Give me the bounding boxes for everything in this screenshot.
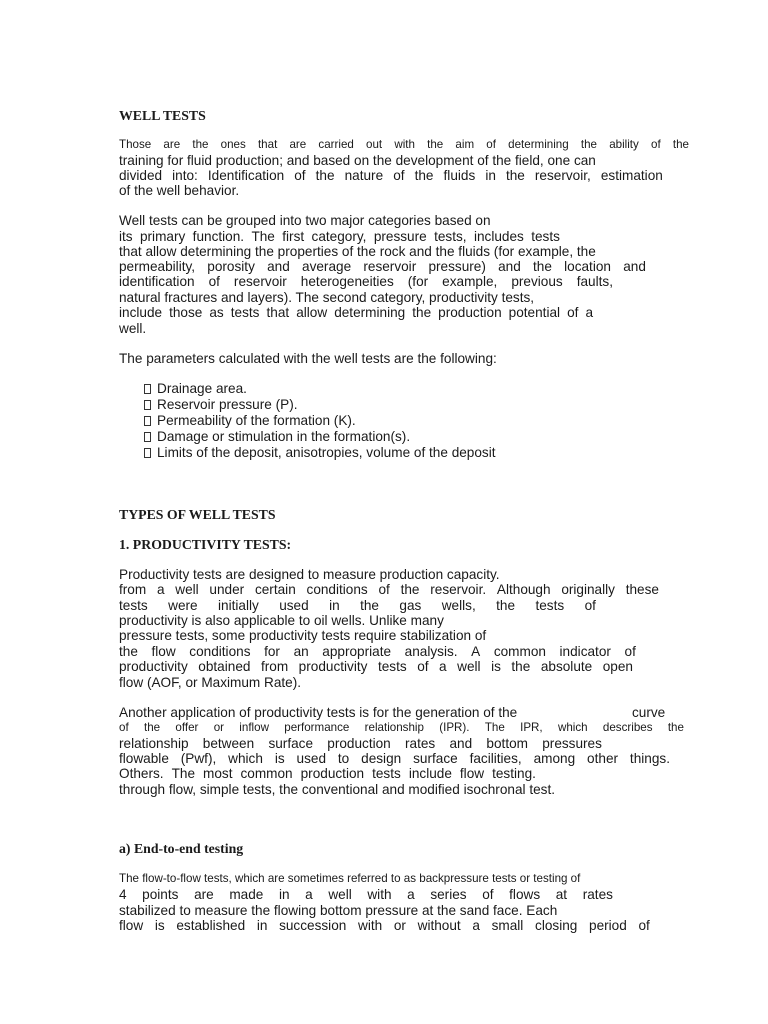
word: among <box>533 751 576 766</box>
productivity-line-6 <box>119 644 636 660</box>
word: with <box>367 887 392 902</box>
parameter-text: Limits of the deposit, anisotropies, volume of the deposit <box>157 445 496 460</box>
word: reservoir <box>233 274 287 289</box>
word: in <box>278 887 290 902</box>
word: design <box>361 751 402 766</box>
word: aim <box>455 138 475 151</box>
word: common <box>240 766 293 781</box>
word: ones <box>220 138 246 151</box>
word: reservoir <box>363 259 417 274</box>
word: potential <box>508 305 561 320</box>
word: well <box>175 582 199 597</box>
word: the <box>427 138 444 151</box>
parameter-item <box>144 445 496 461</box>
word: describes <box>602 721 653 734</box>
categories-line-8: well. <box>119 321 147 336</box>
word: well <box>457 659 481 674</box>
intro-line-1 <box>119 137 689 153</box>
word: primary <box>139 229 186 244</box>
word: of <box>119 721 129 734</box>
word: under <box>209 582 245 597</box>
word: flowable <box>119 751 169 766</box>
word: 4 <box>119 887 127 902</box>
word: of <box>417 659 429 674</box>
word: which <box>557 721 588 734</box>
word: of <box>482 887 494 902</box>
word: rates <box>582 887 613 902</box>
word: ability <box>609 138 639 151</box>
word: flow <box>151 644 176 659</box>
bullet-box-icon <box>144 400 151 410</box>
word: IPR, <box>520 721 543 734</box>
word: out <box>366 138 383 151</box>
parameter-text: Damage or stimulation in the formation(s). <box>157 429 411 444</box>
word: performance <box>284 721 350 734</box>
word: is <box>491 659 501 674</box>
end-to-end-line-2 <box>119 887 613 903</box>
word: flow <box>459 766 485 781</box>
word: most <box>203 766 233 781</box>
word: reservoir, <box>534 168 591 183</box>
word: used <box>279 598 309 613</box>
word: divided <box>119 168 163 183</box>
heading-well-tests: WELL TESTS <box>119 108 206 123</box>
categories-line-7 <box>119 305 593 321</box>
word: things. <box>629 751 670 766</box>
word: the <box>360 598 379 613</box>
word: A <box>471 644 481 659</box>
end-to-end-line-4 <box>119 918 650 934</box>
word: facilities, <box>469 751 522 766</box>
word: wells, <box>441 598 476 613</box>
productivity-line-7 <box>119 659 633 675</box>
word: the <box>667 721 684 734</box>
word: carried <box>318 138 354 151</box>
word: originally <box>561 582 615 597</box>
word: the <box>192 138 209 151</box>
word: Although <box>496 582 551 597</box>
productivity-line-2 <box>119 582 659 598</box>
word: the <box>672 138 689 151</box>
word: in <box>485 168 496 183</box>
word: include <box>408 766 452 781</box>
word: tests <box>372 766 401 781</box>
word: small <box>491 918 524 933</box>
word: conditions <box>306 582 368 597</box>
word: with <box>394 138 415 151</box>
word: relationship <box>119 736 189 751</box>
word: tests <box>119 598 148 613</box>
word: the <box>414 168 434 183</box>
word: tests <box>531 229 560 244</box>
word: made <box>229 887 264 902</box>
word: pressures <box>542 736 602 751</box>
word: pressure <box>373 229 427 244</box>
word: used <box>296 751 327 766</box>
heading-types-of-well-tests: TYPES OF WELL TESTS <box>119 507 276 522</box>
word: to <box>337 751 350 766</box>
word: and <box>623 259 646 274</box>
word: the <box>143 721 161 734</box>
bullet-box-icon <box>144 384 151 394</box>
word: a <box>585 305 593 320</box>
categories-line-6: natural fractures and layers). The second category, productivity tests, <box>119 290 535 305</box>
end-to-end-line-3: stabilized to measure the flowing bottom pressure at the sand face. Each <box>119 903 558 918</box>
word: relationship <box>364 721 424 734</box>
word: function. <box>192 229 245 244</box>
word: productivity <box>119 659 188 674</box>
categories-line-3: that allow determining the properties of the rock and the fluids (for example, the <box>119 244 596 259</box>
bullet-box-icon <box>144 448 151 458</box>
word: Others. <box>119 766 164 781</box>
word: determining <box>334 305 406 320</box>
word: appropriate <box>322 644 392 659</box>
application-line-3 <box>119 736 602 752</box>
word: and <box>498 259 521 274</box>
word: of <box>567 305 579 320</box>
parameter-text: Permeability of the formation (K). <box>157 413 356 428</box>
word: are <box>289 138 307 151</box>
word: estimation <box>600 168 663 183</box>
word: heterogeneities <box>300 274 394 289</box>
parameter-item <box>144 429 410 445</box>
categories-line-2 <box>119 229 560 245</box>
word: Identification <box>207 168 285 183</box>
word: the <box>533 259 552 274</box>
word: previous <box>511 274 563 289</box>
word: common <box>493 644 546 659</box>
word: The <box>171 766 196 781</box>
word: average <box>302 259 352 274</box>
word: production <box>327 736 391 751</box>
word: the <box>315 168 335 183</box>
word: of <box>486 138 496 151</box>
application-line-5 <box>119 766 536 782</box>
word: from <box>119 582 147 597</box>
word: a <box>407 887 415 902</box>
word: from <box>260 659 289 674</box>
word: in <box>329 598 340 613</box>
word: at <box>555 887 568 902</box>
word: succession <box>279 918 347 933</box>
word: series <box>430 887 467 902</box>
productivity-line-1: Productivity tests are designed to measure production capacity. <box>119 567 500 582</box>
word: fluids <box>443 168 476 183</box>
end-to-end-line-1: The flow-to-flow tests, which are sometimes referred to as backpressure tests or testing of <box>119 872 581 885</box>
word: these <box>625 582 659 597</box>
word: tests <box>230 305 260 320</box>
word: rates <box>405 736 436 751</box>
application-line-4 <box>119 751 670 767</box>
word: the <box>511 659 531 674</box>
word: open <box>602 659 633 674</box>
word: other <box>587 751 619 766</box>
heading-productivity-tests: 1. PRODUCTIVITY TESTS: <box>119 537 292 552</box>
word: faults, <box>576 274 613 289</box>
word: of <box>393 168 405 183</box>
word: productivity <box>298 659 368 674</box>
categories-line-4 <box>119 259 646 275</box>
categories-line-1: Well tests can be grouped into two major categories based on <box>119 213 491 228</box>
word: determining <box>508 138 569 151</box>
application-line-1: Another application of productivity tests is for the generation of the <box>119 705 518 720</box>
parameter-item <box>144 397 298 413</box>
word: which <box>228 751 263 766</box>
word: well <box>328 887 352 902</box>
word: The <box>484 721 505 734</box>
word: the <box>412 305 432 320</box>
categories-line-5 <box>119 274 613 290</box>
word: inflow <box>239 721 269 734</box>
word: a <box>305 887 313 902</box>
word: example, <box>442 274 498 289</box>
word: between <box>202 736 255 751</box>
word: closing <box>535 918 578 933</box>
word: are <box>163 138 181 151</box>
word: the <box>505 168 525 183</box>
word: surface <box>413 751 458 766</box>
word: are <box>194 887 214 902</box>
word: tests, <box>434 229 467 244</box>
word: Those <box>119 138 152 151</box>
productivity-line-3 <box>119 598 596 614</box>
word: analysis. <box>404 644 458 659</box>
word: testing. <box>492 766 536 781</box>
word: gas <box>399 598 422 613</box>
word: of <box>638 918 650 933</box>
word: obtained <box>198 659 251 674</box>
word: identification <box>119 274 195 289</box>
word: production <box>300 766 365 781</box>
productivity-line-4: productivity is also applicable to oil wells. Unlike many <box>119 613 444 628</box>
word: the <box>400 582 420 597</box>
word: certain <box>254 582 296 597</box>
word: tests <box>377 659 407 674</box>
word: location <box>564 259 611 274</box>
word: surface <box>268 736 314 751</box>
parameter-item <box>144 413 356 429</box>
word: porosity <box>207 259 255 274</box>
word: those <box>169 305 203 320</box>
word: into: <box>172 168 198 183</box>
word: include <box>119 305 163 320</box>
word: flows <box>509 887 541 902</box>
word: is <box>154 918 165 933</box>
bullet-box-icon <box>144 416 151 426</box>
word: of <box>378 582 390 597</box>
word: the <box>119 644 138 659</box>
word: in <box>256 918 268 933</box>
intro-line-2: training for fluid production; and based on the development of the field, one can <box>119 153 596 168</box>
application-line-2 <box>119 720 684 736</box>
word: indicator <box>559 644 611 659</box>
word: of <box>294 168 306 183</box>
word: that <box>266 305 290 320</box>
word: is <box>274 751 285 766</box>
word: and <box>449 736 473 751</box>
word: bottom <box>486 736 528 751</box>
word: (IPR). <box>439 721 470 734</box>
word: category, <box>311 229 367 244</box>
word: that <box>257 138 278 151</box>
word: period <box>589 918 627 933</box>
word: an <box>293 644 309 659</box>
word: and <box>267 259 290 274</box>
word: absolute <box>540 659 593 674</box>
productivity-line-8: flow (AOF, or Maximum Rate). <box>119 675 302 690</box>
word: of <box>651 138 661 151</box>
word: as <box>209 305 224 320</box>
word: permeability, <box>119 259 196 274</box>
word: (Pwf), <box>180 751 217 766</box>
parameter-text: Reservoir pressure (P). <box>157 397 298 412</box>
parameter-text: Drainage area. <box>157 381 247 396</box>
word: a <box>439 659 447 674</box>
word: conditions <box>189 644 251 659</box>
word: the <box>496 598 516 613</box>
word: for <box>264 644 280 659</box>
productivity-line-5: pressure tests, some productivity tests require stabilization of <box>119 628 487 643</box>
word: a <box>156 582 165 597</box>
word: or <box>213 721 224 734</box>
intro-line-3 <box>119 168 663 184</box>
word: first <box>282 229 305 244</box>
word: tests <box>535 598 565 613</box>
word: allow <box>296 305 328 320</box>
word: (for <box>407 274 429 289</box>
word: of <box>624 644 636 659</box>
parameters-intro: The parameters calculated with the well tests are the following: <box>119 351 497 366</box>
word: initially <box>218 598 259 613</box>
word: with <box>358 918 383 933</box>
word: established <box>176 918 246 933</box>
word: nature <box>344 168 384 183</box>
word: its <box>119 229 133 244</box>
word: without <box>417 918 461 933</box>
word: includes <box>473 229 524 244</box>
word: a <box>472 918 480 933</box>
word: of <box>584 598 596 613</box>
heading-end-to-end-testing: a) End-to-end testing <box>119 841 244 856</box>
word: reservoir. <box>430 582 487 597</box>
application-line-6: through flow, simple tests, the conventional and modified isochronal test. <box>119 782 556 797</box>
parameter-item <box>144 381 247 397</box>
word: the <box>580 138 598 151</box>
word: flow <box>119 918 144 933</box>
bullet-box-icon <box>144 432 151 442</box>
word: pressure) <box>428 259 486 274</box>
word: offer <box>175 721 199 734</box>
word: of <box>208 274 220 289</box>
word: The <box>251 229 275 244</box>
word: or <box>393 918 406 933</box>
word: points <box>142 887 179 902</box>
application-line-1-curve: curve <box>632 705 666 720</box>
word: production <box>438 305 502 320</box>
intro-line-4: of the well behavior. <box>119 183 240 198</box>
word: were <box>168 598 198 613</box>
